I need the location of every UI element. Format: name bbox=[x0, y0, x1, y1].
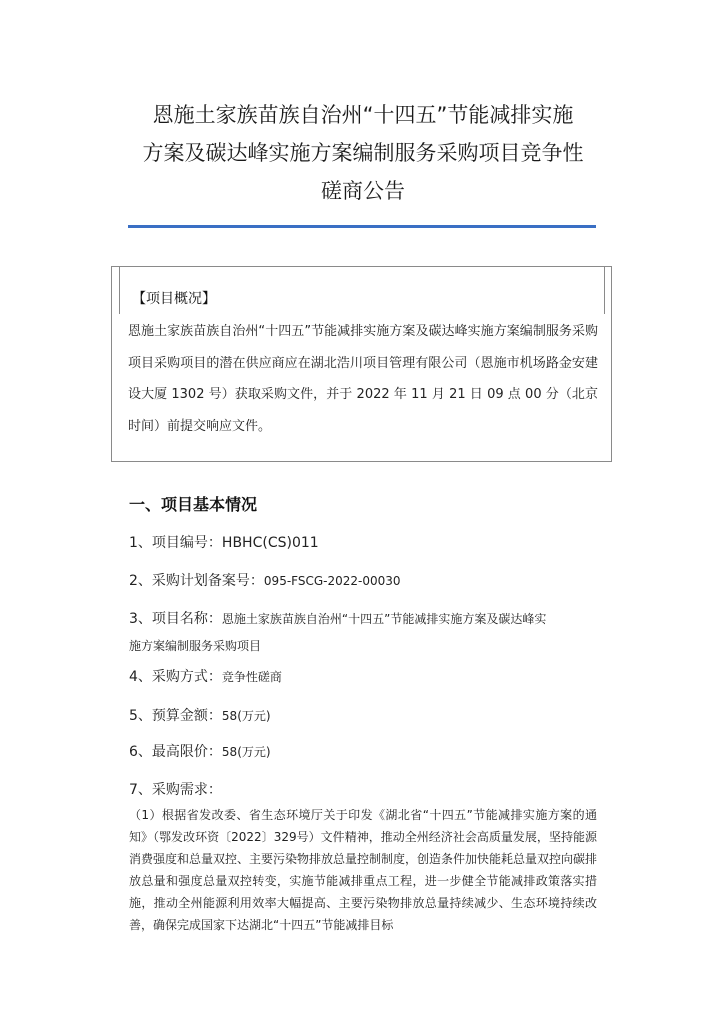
procurement-method bbox=[129, 666, 282, 686]
procurement-requirements bbox=[129, 779, 222, 799]
max-price bbox=[129, 741, 271, 761]
overview-heading: 【项目概况】 bbox=[132, 291, 216, 307]
budget-amount-value: 58(万元) bbox=[221, 709, 271, 723]
max-price-value: 58(万元) bbox=[221, 745, 271, 759]
title-line-3: 磋商公告 bbox=[321, 179, 405, 203]
title-divider bbox=[128, 225, 596, 228]
plan-record-number-value: 095-FSCG-2022-00030 bbox=[263, 574, 401, 588]
plan-record-number bbox=[129, 570, 401, 590]
procurement-method-value: 竞争性磋商 bbox=[221, 670, 282, 684]
overview-text: 恩施土家族苗族自治州“十四五”节能减排实施方案及碳达峰实施方案编制服务采购项目采购项目的潜在供应商应在湖北浩川项目管理有限公司（恩施市机场路金安建设大厦 1302 号）获取采购文件，并于 2022 年 11 月 21 日 09 点 00 分（北京时间）前提交响应文件。 bbox=[128, 324, 598, 434]
project-number-label: 1、项目编号： bbox=[129, 535, 222, 551]
project-name-label: 3、项目名称： bbox=[129, 611, 222, 627]
title-line-2: 方案及碳达峰实施方案编制服务采购项目竞争性 bbox=[142, 141, 584, 165]
project-name-continued: 施方案编制服务采购项目 bbox=[129, 639, 262, 653]
page-title bbox=[110, 96, 616, 210]
project-name-value: 恩施土家族苗族自治州“十四五”节能减排实施方案及碳达峰实 bbox=[221, 612, 547, 626]
budget-amount bbox=[129, 705, 271, 725]
procurement-requirements-label: 7、采购需求： bbox=[129, 782, 222, 798]
title-line-1: 恩施土家族苗族自治州“十四五”节能减排实施 bbox=[152, 103, 574, 127]
project-name bbox=[129, 608, 546, 628]
budget-amount-label: 5、预算金额： bbox=[129, 708, 222, 724]
max-price-label: 6、最高限价： bbox=[129, 744, 222, 760]
plan-record-number-label: 2、采购计划备案号： bbox=[129, 573, 264, 589]
procurement-method-label: 4、采购方式： bbox=[129, 669, 222, 685]
project-number-value: HBHC(CS)011 bbox=[221, 535, 319, 551]
section-heading: 一、项目基本情况 bbox=[129, 495, 258, 514]
project-number bbox=[129, 532, 319, 552]
requirement-paragraph: （1）根据省发改委、省生态环境厅关于印发《湖北省“十四五”节能减排实施方案的通知》（鄂发改环资〔2022〕329号）文件精神，推动全州经济社会高质量发展，坚持能源消费强度和总量双控、主要污染物排放总量控制制度，创造条件加快能耗总量双控向碳排放总量和强度总量双控转变，实施节能减排重点工程，进一步健全节能减排政策落实措施，推动全州能源利用效率大幅提高、主要污染物排放总量持续减少、生态环境持续改善，确保完成国家下达湖北“十四五”节能减排目标 bbox=[129, 808, 598, 932]
